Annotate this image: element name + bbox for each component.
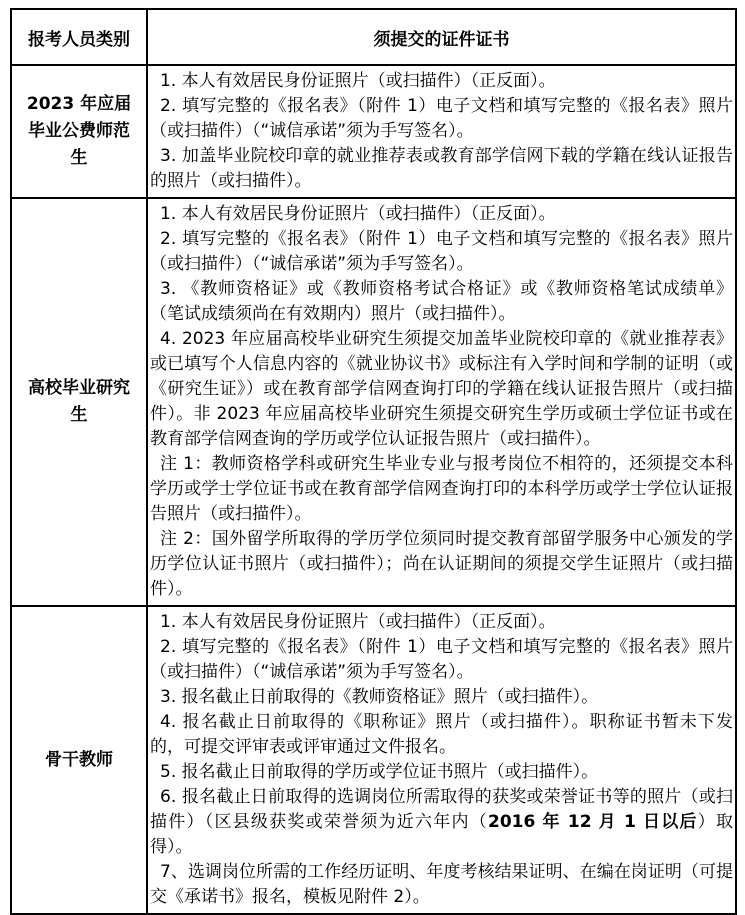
table-row <box>11 606 736 914</box>
requirement-item: 4. 2023 年应届高校毕业研究生须提交加盖毕业院校印章的《就业推荐表》或已填写个人信息内容的《就业协议书》或标注有入学时间和学制的证明（或《研究生证》）或在教育部学信网查询打印的学籍在线认证报告照片（或扫描件）。非 2023 年应届高校毕业研究生须提交研究生学历或硕士学位证书或在教育部学信网查询的学历或学位认证报告照片（或扫描件）。 <box>150 329 733 449</box>
table-header-row <box>11 9 736 65</box>
category-backbone-teachers: 骨干教师 <box>11 606 147 914</box>
documents-cell <box>147 198 736 606</box>
requirement-item: 2. 填写完整的《报名表》（附件 1）电子文档和填写完整的《报名表》照片（或扫描件）（“诚信承诺”须为手写签名）。 <box>150 229 733 274</box>
requirement-item <box>150 785 733 860</box>
requirement-note: 注 1：教师资格学科或研究生毕业专业与报考岗位不相符的，还须提交本科学历或学士学位证书或在教育部学信网查询打印的本科学历或学士学位认证报告照片（或扫描件）。 <box>150 454 733 524</box>
requirement-item: 3. 加盖毕业院校印章的就业推荐表或教育部学信网下载的学籍在线认证报告的照片（或扫描件）。 <box>150 146 733 191</box>
documents-cell <box>147 606 736 914</box>
requirement-item: 7、选调岗位所需的工作经历证明、年度考核结果证明、在编在岗证明（可提交《承诺书》报名，模板见附件 2）。 <box>150 862 733 907</box>
documents-cell <box>147 65 736 198</box>
requirement-item: 2. 填写完整的《报名表》（附件 1）电子文档和填写完整的《报名表》照片（或扫描件）（“诚信承诺”须为手写签名）。 <box>150 637 733 682</box>
requirement-item: 2. 填写完整的《报名表》（附件 1）电子文档和填写完整的《报名表》照片（或扫描件）（“诚信承诺”须为手写签名）。 <box>150 96 733 141</box>
requirement-item-text: 6. 报名截止日前取得的选调岗位所需取得的获奖或荣誉证书等的照片（或扫描件）（区县级获奖或荣誉须为近六年内（ <box>150 787 733 832</box>
category-2023-public-funded-normal-graduates: 2023 年应届毕业公费师范生 <box>11 65 147 198</box>
requirement-item: 5. 报名截止日前取得的学历或学位证书照片（或扫描件）。 <box>160 762 599 782</box>
requirement-item: 3. 报名截止日前取得的《教师资格证》照片（或扫描件）。 <box>160 687 599 707</box>
requirement-item: 1. 本人有效居民身份证照片（或扫描件）（正反面）。 <box>160 204 556 224</box>
requirement-item: 4. 报名截止日前取得的《职称证》照片（或扫描件）。职称证书暂未下发的，可提交评审表或评审通过文件报名。 <box>150 712 733 757</box>
requirement-item: 1. 本人有效居民身份证照片（或扫描件）（正反面）。 <box>160 612 556 632</box>
header-category: 报考人员类别 <box>11 9 147 65</box>
requirement-item: 3. 《教师资格证》或《教师资格考试合格证》或《教师资格笔试成绩单》（笔试成绩须尚在有效期内）照片（或扫描件）。 <box>150 279 733 324</box>
header-documents: 须提交的证件证书 <box>147 9 736 65</box>
requirement-item: 1. 本人有效居民身份证照片（或扫描件）（正反面）。 <box>160 71 556 91</box>
table-row <box>11 198 736 606</box>
requirement-note: 注 2：国外留学所取得的学历学位须同时提交教育部留学服务中心颁发的学历学位认证书照片（或扫描件）；尚在认证期间的须提交学生证照片（或扫描件）。 <box>150 529 733 599</box>
bold-date-text: 2016 年 12 月 1 日以后 <box>488 812 698 832</box>
requirements-table <box>10 8 737 915</box>
table-row <box>11 65 736 198</box>
requirement-item-text: ）取得）。 <box>150 812 734 857</box>
category-graduate-students: 高校毕业研究生 <box>11 198 147 606</box>
